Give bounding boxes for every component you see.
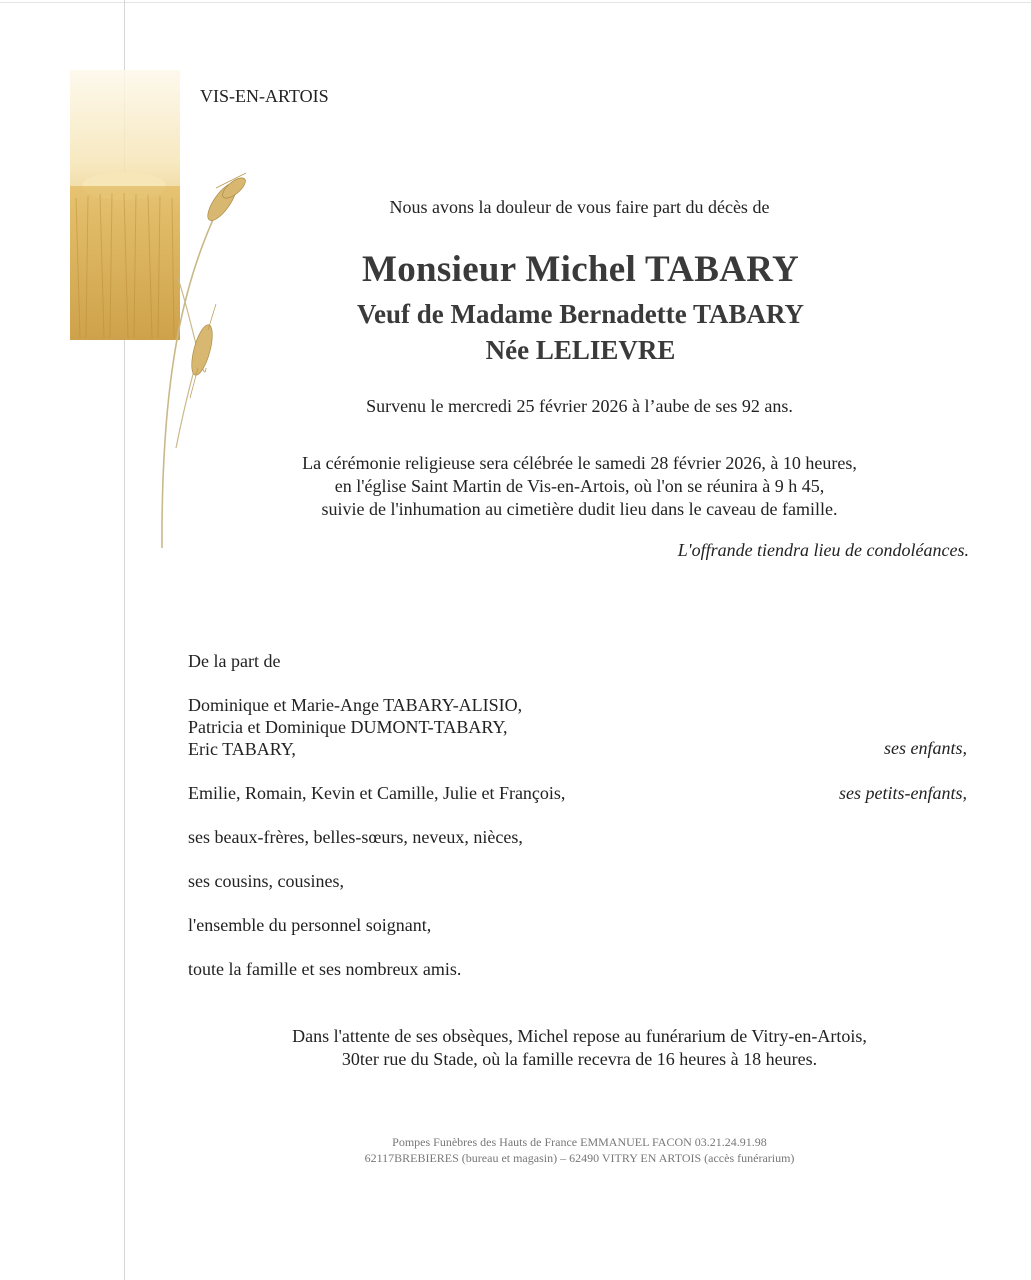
staff-entry: l'ensemble du personnel soignant, xyxy=(188,915,432,935)
in-laws-entry: ses beaux-frères, belles-sœurs, neveux, nièces, xyxy=(188,827,523,847)
ceremony-paragraph xyxy=(0,452,1031,521)
funeral-home-footer xyxy=(0,1134,1031,1166)
offering-note: L'offrande tiendra lieu de condoléances. xyxy=(677,540,969,560)
grandchildren-role: ses petits-enfants, xyxy=(839,783,967,803)
child-entry: Patricia et Dominique DUMONT-TABARY, xyxy=(188,717,508,737)
ceremony-line: La cérémonie religieuse sera célébrée le samedi 28 février 2026, à 10 heures, xyxy=(302,453,857,473)
closing-paragraph xyxy=(0,1025,1031,1071)
ceremony-line: suivie de l'inhumation au cimetière dudit lieu dans le caveau de famille. xyxy=(321,499,838,519)
children-list xyxy=(188,694,522,760)
city-name: VIS-EN-ARTOIS xyxy=(200,86,329,106)
footer-line: Pompes Funèbres des Hauts de France EMMANUEL FACON 03.21.24.91.98 xyxy=(392,1135,767,1149)
page-top-edge xyxy=(0,2,1031,3)
intro-text: Nous avons la douleur de vous faire part du décès de xyxy=(389,197,770,217)
maiden-name-text: Née LELIEVRE xyxy=(485,335,676,365)
cousins-entry: ses cousins, cousines, xyxy=(188,871,344,891)
child-entry: Dominique et Marie-Ange TABARY-ALISIO, xyxy=(188,695,523,715)
death-notice-text: Survenu le mercredi 25 février 2026 à l’aube de ses 92 ans. xyxy=(366,396,793,416)
grandchildren-entry: Emilie, Romain, Kevin et Camille, Julie et François, xyxy=(188,783,566,803)
child-entry: Eric TABARY, xyxy=(188,739,296,759)
family-friends-entry: toute la famille et ses nombreux amis. xyxy=(188,959,462,979)
deceased-name: Monsieur Michel TABARY xyxy=(362,249,799,290)
ceremony-line: en l'église Saint Martin de Vis-en-Artois, où l'on se réunira à 9 h 45, xyxy=(334,476,825,496)
closing-line: Dans l'attente de ses obsèques, Michel repose au funérarium de Vitry-en-Artois, xyxy=(292,1026,867,1046)
from-label: De la part de xyxy=(188,651,281,671)
closing-line: 30ter rue du Stade, où la famille recevra de 16 heures à 18 heures. xyxy=(341,1049,818,1069)
children-role: ses enfants, xyxy=(884,738,967,758)
widow-of-text: Veuf de Madame Bernadette TABARY xyxy=(356,299,805,329)
footer-line: 62117BREBIERES (bureau et magasin) – 62490 VITRY EN ARTOIS (accès funérarium) xyxy=(364,1151,795,1165)
